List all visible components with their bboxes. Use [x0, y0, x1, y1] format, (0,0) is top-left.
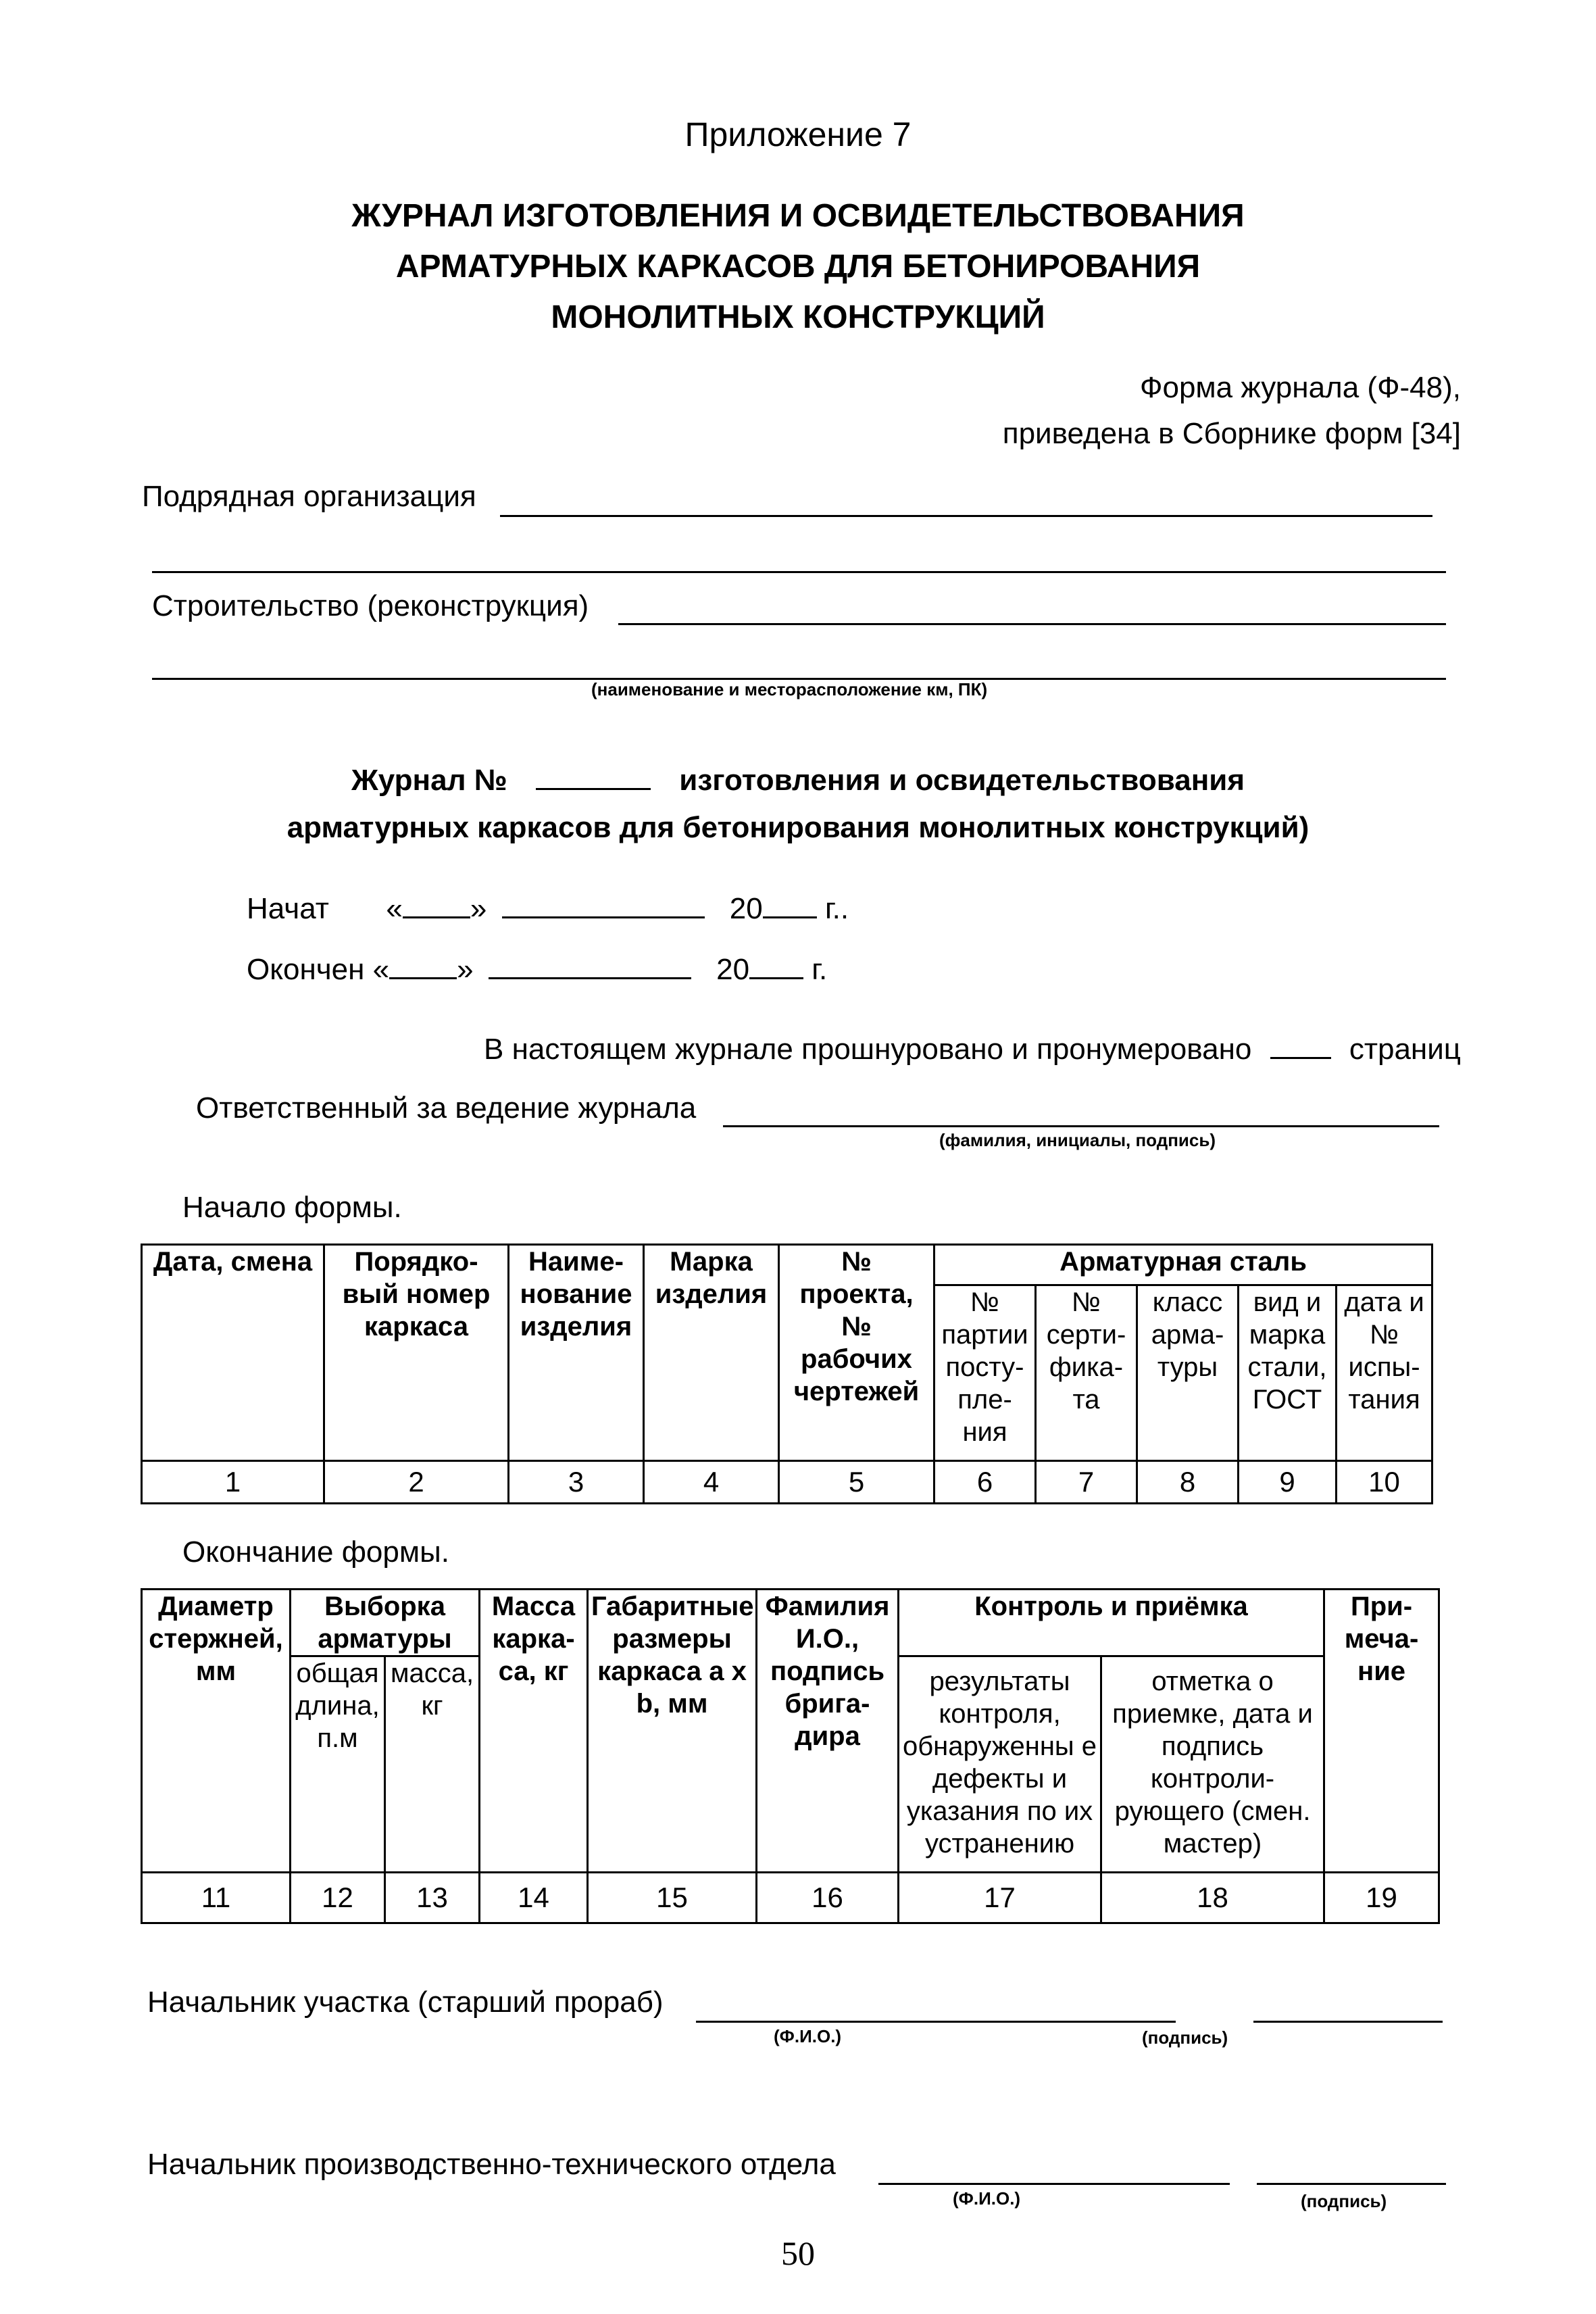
table-form-start: [141, 1244, 1433, 1504]
chief-fio-hint: (Ф.И.О.): [774, 2026, 842, 2046]
pages-word: страниц: [1349, 1033, 1461, 1066]
column-number: 15: [588, 1873, 757, 1923]
appendix-label: Приложение 7: [684, 116, 912, 153]
pto-sign-hint: (подпись): [1301, 2191, 1387, 2211]
chief-name-field[interactable]: [696, 2021, 1176, 2023]
journal-title-rest: изготовления и освидетельствования: [679, 764, 1245, 797]
form-note-line: приведена в Сборнике форм [34]: [1002, 417, 1461, 450]
col-header-rebar-class: класс арма-туры: [1137, 1285, 1239, 1461]
chief-signature-field[interactable]: [1253, 2021, 1443, 2023]
col-header-selection: Выборка арматуры: [291, 1590, 480, 1656]
pages-count-field[interactable]: [1270, 1057, 1331, 1059]
col-header-control: Контроль и приёмка: [899, 1590, 1324, 1656]
started-day-field[interactable]: [403, 916, 470, 918]
column-number: 1: [142, 1461, 324, 1504]
responsible-field[interactable]: [723, 1125, 1439, 1127]
column-number: 18: [1101, 1873, 1324, 1923]
col-header-frame-mass: Масса карка-са, кг: [480, 1590, 588, 1873]
started-year-field[interactable]: [763, 916, 817, 918]
title-line: АРМАТУРНЫХ КАРКАСОВ ДЛЯ БЕТОНИРОВАНИЯ: [395, 249, 1201, 285]
form-start-label: Начало формы.: [182, 1191, 402, 1224]
table-form-end: [141, 1588, 1440, 1924]
form-note-line: Форма журнала (Ф-48),: [1140, 371, 1461, 404]
col-header-date: Дата, смена: [142, 1245, 324, 1461]
pages-row: [484, 1033, 1461, 1066]
column-number: 17: [899, 1873, 1101, 1923]
journal-number-field[interactable]: [536, 768, 651, 790]
col-header-steel-grade: вид и марка стали, ГОСТ: [1239, 1285, 1337, 1461]
col-header-frame-number: Порядко-вый номер каркаса: [324, 1245, 509, 1461]
finished-year-field[interactable]: [749, 977, 803, 979]
responsible-label: Ответственный за ведение журнала: [196, 1091, 697, 1125]
pages-text: В настоящем журнале прошнуровано и пронумеровано: [484, 1033, 1252, 1066]
contractor-field[interactable]: [500, 515, 1432, 517]
col-header-project-number: № проекта, № рабочих чертежей: [779, 1245, 934, 1461]
finished-label: Окончен: [247, 953, 365, 986]
column-number: 19: [1324, 1873, 1439, 1923]
construction-hint: (наименование и месторасположение км, ПК): [591, 679, 988, 699]
journal-title-line: [0, 757, 1596, 804]
finished-month-field[interactable]: [489, 977, 691, 979]
column-number: 16: [757, 1873, 899, 1923]
table-header-row: [142, 1590, 1439, 1656]
journal-title: [0, 757, 1596, 852]
col-header-results: результаты контроля, обнаруженны е дефекты и указания по их устранению: [899, 1656, 1101, 1873]
col-header-diameter: Диаметр стержней, мм: [142, 1590, 291, 1873]
col-header-certificate-number: № серти-фика-та: [1036, 1285, 1137, 1461]
page-number: 50: [781, 2234, 815, 2272]
construction-field[interactable]: [618, 623, 1446, 625]
journal-title-line: арматурных каркасов для бетонирования монолитных конструкций): [286, 811, 1310, 844]
contractor-field-extra[interactable]: [152, 571, 1446, 573]
started-label: Начат: [247, 892, 329, 925]
chief-label: Начальник участка (старший прораб): [147, 1986, 664, 2019]
contractor-label: Подрядная организация: [142, 480, 476, 513]
responsible-hint: (фамилия, инициалы, подпись): [939, 1130, 1216, 1150]
pto-name-field[interactable]: [878, 2183, 1230, 2185]
title-line: ЖУРНАЛ ИЗГОТОВЛЕНИЯ И ОСВИДЕТЕЛЬСТВОВАНИЯ: [351, 198, 1245, 234]
col-header-rebar-steel: Арматурная сталь: [934, 1245, 1432, 1285]
finished-row: Окончен « » 20 г.: [247, 953, 828, 986]
column-number: 11: [142, 1873, 291, 1923]
started-row: Начат « » 20 г..: [247, 892, 849, 925]
pto-fio-hint: (Ф.И.О.): [953, 2188, 1021, 2209]
form-end-label: Окончание формы.: [182, 1535, 449, 1569]
construction-label: Строительство (реконструкция): [152, 589, 589, 622]
col-header-selection-mass: масса, кг: [385, 1656, 480, 1873]
started-month-field[interactable]: [502, 916, 705, 918]
col-header-test-date: дата и № испы-тания: [1337, 1285, 1432, 1461]
table-header-row: [142, 1245, 1432, 1285]
col-header-dimensions: Габаритные размеры каркаса а x b, мм: [588, 1590, 757, 1873]
column-number: 12: [291, 1873, 385, 1923]
col-header-item-name: Наиме-нование изделия: [509, 1245, 644, 1461]
column-number: 10: [1337, 1461, 1432, 1504]
col-header-acceptance: отметка о приемке, дата и подпись контроли-рующего (смен. мастер): [1101, 1656, 1324, 1873]
pto-label: Начальник производственно-технического отдела: [147, 2148, 836, 2181]
column-number: 14: [480, 1873, 588, 1923]
col-header-item-mark: Марка изделия: [644, 1245, 779, 1461]
column-number: 6: [934, 1461, 1036, 1504]
column-number: 4: [644, 1461, 779, 1504]
journal-no-label: Журнал №: [351, 764, 507, 797]
col-header-note: При-меча-ние: [1324, 1590, 1439, 1873]
column-number: 5: [779, 1461, 934, 1504]
table-number-row: [142, 1873, 1439, 1923]
chief-sign-hint: (подпись): [1142, 2027, 1228, 2048]
column-number: 2: [324, 1461, 509, 1504]
title-line: МОНОЛИТНЫХ КОНСТРУКЦИЙ: [551, 299, 1045, 335]
column-number: 7: [1036, 1461, 1137, 1504]
column-number: 3: [509, 1461, 644, 1504]
document-title: [0, 191, 1596, 343]
form-reference-note: [1003, 365, 1461, 457]
col-header-total-length: общая длина, п.м: [291, 1656, 385, 1873]
table-number-row: [142, 1461, 1432, 1504]
column-number: 8: [1137, 1461, 1239, 1504]
col-header-foreman: Фамилия И.О., подпись брига-дира: [757, 1590, 899, 1873]
column-number: 9: [1239, 1461, 1337, 1504]
pto-signature-field[interactable]: [1257, 2183, 1446, 2185]
column-number: 13: [385, 1873, 480, 1923]
finished-day-field[interactable]: [389, 977, 457, 979]
col-header-batch-number: № партии посту-пле-ния: [934, 1285, 1036, 1461]
